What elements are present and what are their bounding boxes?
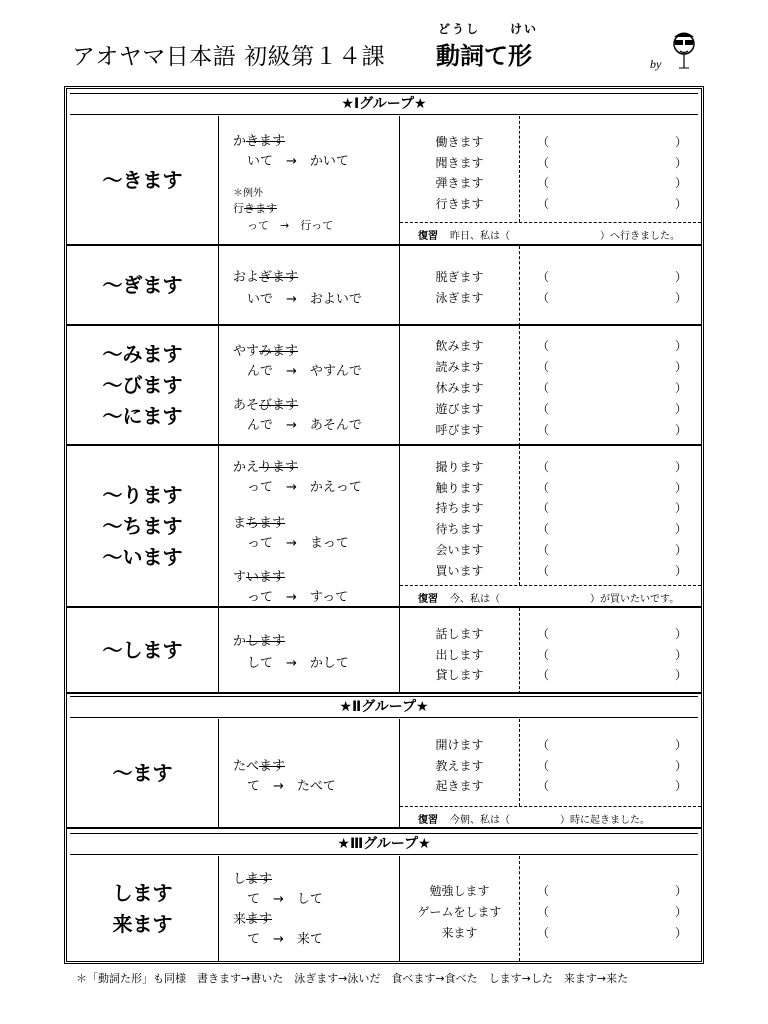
answer-blank-open: （ — [537, 501, 550, 515]
answer-blank-close: ） — [674, 481, 687, 495]
answer-blank-open: （ — [537, 460, 550, 474]
answer-blank-close: ） — [674, 360, 687, 374]
ending-label: ～します — [102, 637, 183, 662]
verb-ending — [67, 116, 219, 244]
worksheet-title: アオヤマ日本語 初級第１４課 — [72, 44, 386, 70]
answer-blank-open: （ — [537, 197, 550, 211]
practice-cell — [400, 856, 701, 961]
ending-label: ～います — [102, 544, 183, 569]
practice-verb: 飲みます — [435, 339, 484, 353]
answer-blank-close: ） — [674, 779, 687, 793]
answer-blank-close: ） — [674, 339, 687, 353]
example-stem: まちます — [233, 516, 286, 531]
answer-blank-close: ） — [674, 423, 687, 437]
exception-note: ＊例外 — [233, 188, 263, 199]
example-result: って → 行って — [247, 219, 334, 232]
example-cell — [219, 326, 400, 444]
answer-blank-close: ） — [674, 460, 687, 474]
example-cell — [219, 608, 400, 692]
ending-label: します — [112, 880, 173, 905]
practice-cell — [400, 246, 701, 324]
practice-verb: 持ちます — [435, 501, 484, 515]
group-2-header: ★Ⅱグループ★ — [70, 696, 698, 718]
example-stem: かきます — [233, 134, 286, 149]
logo-text: by — [650, 57, 662, 71]
practice-verb: 脱ぎます — [435, 270, 484, 284]
answer-blank-open: （ — [537, 884, 550, 898]
answer-blank-open: （ — [537, 627, 550, 641]
example-stem: します — [233, 872, 273, 887]
answer-blank-open: （ — [537, 543, 550, 557]
example-result: って → すって — [247, 590, 349, 605]
verb-ending — [67, 856, 219, 961]
answer-blank-close: ） — [674, 884, 687, 898]
answer-blank-open: （ — [537, 522, 550, 536]
answer-blank-close: ） — [674, 668, 687, 682]
answer-blank-open: （ — [537, 926, 550, 940]
practice-verb: 働きます — [435, 135, 484, 149]
example-stem: かします — [233, 634, 286, 649]
ending-label: ～ます — [112, 760, 173, 785]
answer-blank-close: ） — [674, 522, 687, 536]
answer-blank-open: （ — [537, 759, 550, 773]
example-result: いで → およいで — [247, 292, 362, 307]
practice-verb: 泳ぎます — [435, 291, 484, 305]
example-result: て → 来て — [247, 932, 323, 947]
practice-verb: 会います — [435, 543, 484, 557]
answer-blank-open: （ — [537, 339, 550, 353]
review-prompt: 復習 今、私は（ ）が買いたいです。 — [418, 594, 680, 605]
example-result: って → かえって — [247, 480, 362, 495]
example-stem: たべます — [233, 759, 286, 774]
answer-blank-close: ） — [674, 905, 687, 919]
footer-note: ＊「動詞た形」も同様 書きます→書いた 泳ぎます→泳いだ 食べます→食べた します→した 来ます→来た — [76, 972, 629, 985]
practice-verb: 話します — [435, 627, 484, 641]
table-row — [67, 608, 701, 694]
answer-blank-open: （ — [537, 176, 550, 190]
answer-blank-open: （ — [537, 156, 550, 170]
group-1-header: ★Ⅰグループ★ — [70, 93, 698, 115]
practice-verb: 出します — [435, 648, 484, 662]
answer-blank-close: ） — [674, 501, 687, 515]
table-row — [67, 856, 701, 961]
answer-blank-open: （ — [537, 381, 550, 395]
practice-cell — [400, 719, 701, 827]
example-cell — [219, 719, 400, 827]
verb-ending — [67, 246, 219, 324]
example-result: して → かして — [247, 656, 349, 671]
answer-blank-close: ） — [674, 648, 687, 662]
answer-blank-open: （ — [537, 135, 550, 149]
practice-verb: 行きます — [435, 197, 484, 211]
practice-verb: 休みます — [435, 381, 484, 395]
practice-verb: 待ちます — [435, 522, 484, 536]
practice-verb: 貸します — [435, 668, 484, 682]
practice-verb: ゲームをします — [417, 905, 502, 919]
ruby-kei: けい — [510, 22, 539, 36]
answer-blank-close: ） — [674, 197, 687, 211]
review-prompt: 復習 今朝、私は（ ）時に起きました。 — [418, 815, 650, 826]
practice-verb: 弾きます — [435, 176, 484, 190]
example-result: って → まって — [247, 536, 349, 551]
answer-blank-open: （ — [537, 481, 550, 495]
ending-label: ～ちます — [102, 513, 183, 538]
example-result: て → たべて — [247, 779, 336, 794]
ending-label: ～びます — [102, 372, 183, 397]
answer-blank-close: ） — [674, 270, 687, 284]
answer-blank-open: （ — [537, 648, 550, 662]
ending-label: ～ぎます — [102, 272, 183, 297]
review-prompt: 復習 昨日、私は（ ）へ行きました。 — [418, 231, 680, 242]
ending-label: ～にます — [102, 403, 183, 428]
answer-blank-open: （ — [537, 779, 550, 793]
answer-blank-close: ） — [674, 135, 687, 149]
author-logo-icon — [646, 24, 706, 78]
example-cell — [219, 116, 400, 244]
example-cell — [219, 246, 400, 324]
practice-verb: 聞きます — [435, 156, 484, 170]
practice-cell — [400, 446, 701, 606]
answer-blank-close: ） — [674, 176, 687, 190]
practice-verb: 遊びます — [435, 402, 484, 416]
answer-blank-close: ） — [674, 291, 687, 305]
example-stem: あそびます — [233, 398, 299, 413]
ending-label: ～みます — [102, 341, 183, 366]
ending-label: ～きます — [102, 167, 183, 192]
answer-blank-open: （ — [537, 668, 550, 682]
answer-blank-open: （ — [537, 564, 550, 578]
answer-blank-open: （ — [537, 402, 550, 416]
example-result: んで → やすんで — [247, 364, 362, 379]
example-stem: やすみます — [233, 344, 299, 359]
answer-blank-close: ） — [674, 926, 687, 940]
lesson-topic: 動詞て形 — [436, 42, 532, 70]
verb-ending — [67, 719, 219, 827]
answer-blank-close: ） — [674, 156, 687, 170]
practice-cell — [400, 116, 701, 244]
verb-ending — [67, 326, 219, 444]
practice-verb: 買います — [435, 564, 484, 578]
practice-cell — [400, 608, 701, 692]
ending-label: 来ます — [112, 911, 173, 936]
answer-blank-open: （ — [537, 905, 550, 919]
practice-verb: 撮ります — [435, 460, 484, 474]
practice-verb: 呼びます — [435, 423, 484, 437]
practice-verb: 来ます — [441, 926, 478, 940]
verb-ending — [67, 446, 219, 606]
practice-cell — [400, 326, 701, 444]
table-row — [67, 326, 701, 446]
answer-blank-open: （ — [537, 291, 550, 305]
table-row — [67, 116, 701, 246]
table-row — [67, 246, 701, 326]
answer-blank-close: ） — [674, 627, 687, 641]
example-result: いて → かいて — [247, 154, 349, 169]
practice-verb: 開けます — [435, 738, 484, 752]
practice-verb: 触ります — [435, 481, 484, 495]
ruby-doushi: どうし — [438, 22, 481, 36]
example-cell — [219, 446, 400, 606]
verb-ending — [67, 608, 219, 692]
ending-label: ～ります — [102, 482, 183, 507]
answer-blank-open: （ — [537, 738, 550, 752]
answer-blank-open: （ — [537, 423, 550, 437]
answer-blank-open: （ — [537, 270, 550, 284]
answer-blank-close: ） — [674, 381, 687, 395]
example-stem: 来ます — [233, 912, 273, 927]
group-3-header: ★Ⅲグループ★ — [70, 833, 698, 855]
page-header — [60, 18, 710, 78]
example-result: んで → あそんで — [247, 418, 362, 433]
practice-verb: 教えます — [435, 759, 484, 773]
table-row — [67, 446, 701, 608]
example-cell — [219, 856, 400, 961]
answer-blank-open: （ — [537, 360, 550, 374]
answer-blank-close: ） — [674, 402, 687, 416]
answer-blank-close: ） — [674, 564, 687, 578]
practice-verb: 勉強します — [429, 884, 490, 898]
example-stem: かえります — [233, 460, 299, 475]
example-stem: 行きます — [233, 202, 277, 215]
answer-blank-close: ） — [674, 543, 687, 557]
conjugation-table — [64, 86, 704, 964]
example-result: て → して — [247, 892, 323, 907]
example-stem: すいます — [233, 570, 286, 585]
answer-blank-close: ） — [674, 738, 687, 752]
example-stem: およぎます — [233, 270, 299, 285]
answer-blank-close: ） — [674, 759, 687, 773]
practice-verb: 起きます — [435, 779, 484, 793]
practice-verb: 読みます — [435, 360, 484, 374]
table-row — [67, 719, 701, 829]
